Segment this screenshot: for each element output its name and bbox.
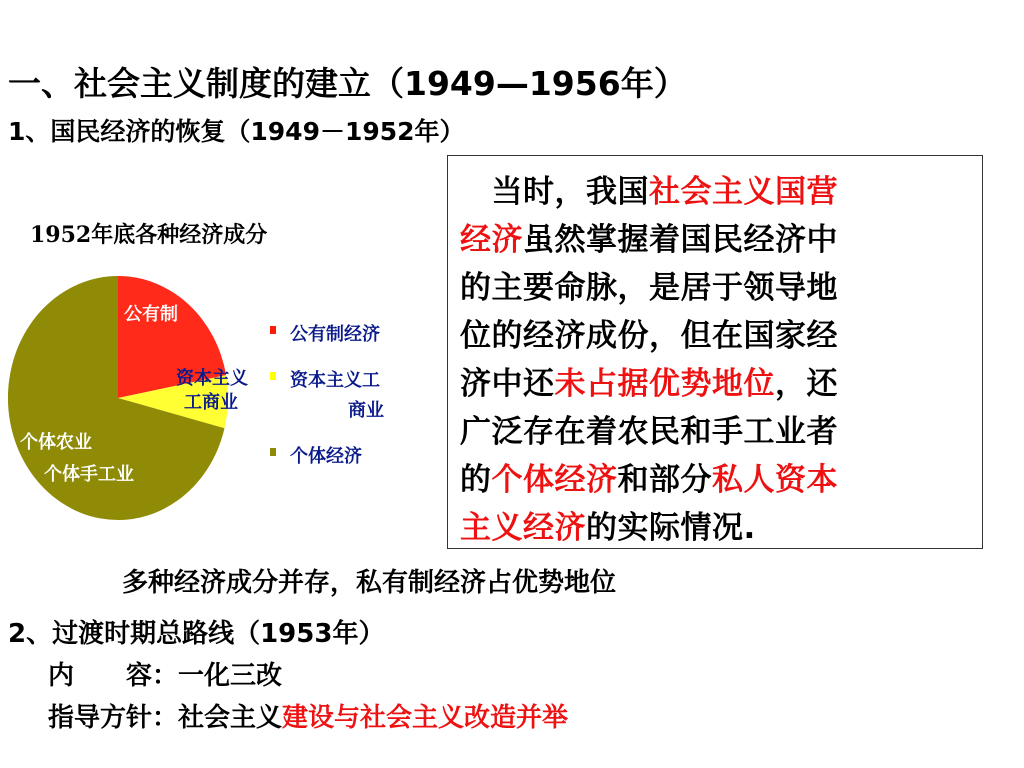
highlight-text: 个体经济 — [491, 462, 618, 498]
slice-label: 公有制 — [124, 304, 178, 325]
page-heading: 一、社会主义制度的建立（1949—1956年） — [8, 64, 687, 103]
highlight-text: 主义经济 — [460, 510, 586, 546]
guideline-text: 社会主义 — [178, 703, 283, 733]
highlight-text: 经济 — [460, 222, 523, 258]
legend-label: 个体经济 — [290, 446, 362, 467]
explanation-line — [460, 358, 838, 403]
body-text: 位的经济成份，但在国家经 — [460, 318, 838, 354]
explanation-line — [460, 214, 838, 259]
explanation-line — [460, 310, 838, 355]
explanation-line — [460, 502, 756, 547]
chart-legend — [270, 323, 384, 467]
explanation-line — [460, 262, 838, 307]
explanation-line — [460, 454, 838, 499]
highlight-text: 社会主义国营 — [649, 174, 838, 210]
legend-swatch — [270, 326, 276, 334]
body-text: 的主要命脉，是居于领导地 — [460, 270, 838, 306]
summary-text: 多种经济成分并存，私有制经济占优势地位 — [122, 568, 617, 598]
content-value: 一化三改 — [178, 661, 283, 691]
content-label: 内 容： — [48, 661, 179, 691]
body-text: 虽然掌握着国民经济中 — [523, 222, 838, 258]
body-text: ，还 — [775, 366, 838, 402]
section-1-title: 1、国民经济的恢复（1949－1952年） — [8, 117, 465, 146]
body-text: 的 — [460, 462, 492, 498]
explanation-line — [460, 166, 838, 211]
highlight-text: 私人资本 — [712, 462, 838, 498]
slice-label: 工商业 — [184, 392, 238, 413]
legend-swatch — [270, 372, 276, 380]
section-2-title: 2、过渡时期总路线（1953年） — [8, 619, 385, 649]
guideline-row — [48, 697, 568, 734]
pie-chart — [0, 208, 440, 538]
body-text: 的实际情况. — [586, 510, 756, 546]
content-row — [48, 655, 282, 692]
body-text: 济中还 — [460, 366, 555, 402]
legend-label: 资本主义工 — [290, 370, 380, 391]
chart-title: 1952年底各种经济成分 — [30, 222, 268, 248]
body-text: 广泛存在着农民和手工业者 — [460, 414, 838, 450]
slice-label: 资本主义 — [176, 368, 248, 389]
legend-label: 公有制经济 — [290, 324, 380, 345]
guideline-highlight: 建设与社会主义改造并举 — [282, 703, 569, 733]
legend-label: 商业 — [348, 400, 384, 421]
highlight-text: 未占据优势地位 — [554, 366, 775, 402]
body-text: 当时，我国 — [460, 174, 649, 210]
body-text: 和部分 — [617, 462, 712, 498]
guideline-label: 指导方针： — [48, 703, 179, 733]
explanation-line — [460, 406, 838, 451]
slice-label: 个体农业 — [20, 432, 92, 453]
slice-label: 个体手工业 — [44, 464, 134, 485]
legend-swatch — [270, 448, 276, 456]
explanation-box — [447, 155, 983, 549]
